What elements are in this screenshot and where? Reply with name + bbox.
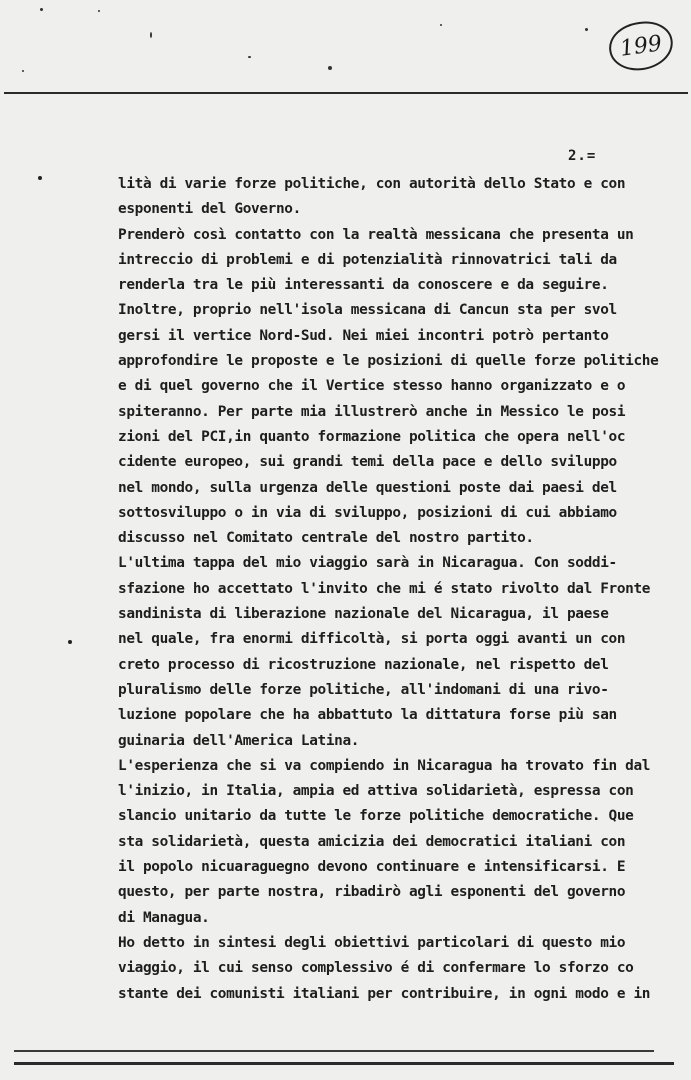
text-line: sottosviluppo o in via di sviluppo, posizioni di cui abbiamo: [118, 504, 617, 521]
scan-speck: [40, 8, 43, 11]
text-line: L'ultima tappa del mio viaggio sarà in Nicaragua. Con soddi-: [118, 555, 617, 572]
text-line: approfondire le proposte e le posizioni di quelle forze politiche: [118, 353, 659, 370]
margin-mark: [68, 640, 72, 644]
text-line: di Managua.: [118, 909, 210, 926]
bottom-rule: [14, 1062, 674, 1065]
text-line: slancio unitario da tutte le forze politiche democratiche. Que: [118, 808, 634, 825]
text-line: Ho detto in sintesi degli obiettivi particolari di questo mio: [118, 934, 626, 951]
text-line: renderla tra le più interessanti da conoscere e da seguire.: [118, 277, 609, 294]
scan-speck: [248, 56, 251, 58]
text-line: pluralismo delle forze politiche, all'indomani di una rivo-: [118, 681, 609, 698]
text-line: l'inizio, in Italia, ampia ed attiva solidarietà, espressa con: [118, 783, 634, 800]
text-line: L'esperienza che si va compiendo in Nicaragua ha trovato fin dal: [118, 757, 651, 774]
text-line: spiteranno. Per parte mia illustrerò anche in Messico le posi: [118, 403, 626, 420]
bottom-rule: [14, 1050, 654, 1052]
text-line: gersi il vertice Nord-Sud. Nei miei incontri potrò pertanto: [118, 327, 609, 344]
page-number: 2.=: [568, 148, 597, 164]
text-line: Prenderò così contatto con la realtà messicana che presenta un: [118, 226, 634, 243]
text-line: sfazione ho accettato l'invito che mi é stato rivolto dal Fronte: [118, 580, 651, 597]
text-line: Inoltre, proprio nell'isola messicana di Cancun sta per svol: [118, 302, 617, 319]
text-line: luzione popolare che ha abbattuto la dittatura forse più san: [118, 707, 617, 724]
scan-speck: [440, 24, 442, 26]
scan-speck: [585, 28, 588, 31]
scan-speck: [328, 66, 332, 70]
stamp-number: 199: [618, 30, 664, 62]
text-line: lità di varie forze politiche, con autorità dello Stato e con: [118, 176, 626, 192]
text-line: zioni del PCI,in quanto formazione politica che opera nell'oc: [118, 428, 626, 445]
scan-speck: [22, 70, 24, 72]
text-line: cidente europeo, sui grandi temi della pace e dello sviluppo: [118, 454, 617, 471]
text-line: stante dei comunisti italiani per contribuire, in ogni modo e in: [118, 985, 651, 1002]
text-line: intreccio di problemi e di potenzialità rinnovatrici tali da: [118, 251, 617, 268]
scan-speck: [98, 10, 100, 12]
text-line: e di quel governo che il Vertice stesso hanno organizzato e o: [118, 378, 626, 395]
text-line: il popolo nicuaraguegno devono continuare e intensificarsi. E: [118, 859, 626, 876]
text-line: creto processo di ricostruzione nazionale, nel rispetto del: [118, 656, 609, 673]
margin-mark: [38, 176, 42, 180]
text-line: nel mondo, sulla urgenza delle questioni poste dai paesi del: [118, 479, 617, 496]
text-line: esponenti del Governo.: [118, 201, 301, 218]
scan-speck: [150, 32, 152, 38]
top-rule: [4, 92, 688, 94]
text-line: discusso nel Comitato centrale del nostro partito.: [118, 530, 534, 547]
body-text: [118, 172, 678, 1007]
text-line: sta solidarietà, questa amicizia dei democratici italiani con: [118, 833, 626, 850]
text-line: nel quale, fra enormi difficoltà, si porta oggi avanti un con: [118, 631, 626, 648]
text-line: viaggio, il cui senso complessivo é di confermare lo sforzo co: [118, 960, 634, 977]
text-line: sandinista di liberazione nazionale del Nicaragua, il paese: [118, 606, 609, 623]
text-line: guinaria dell'America Latina.: [118, 732, 360, 749]
page-stamp: [606, 18, 676, 74]
text-line: questo, per parte nostra, ribadirò agli esponenti del governo: [118, 884, 626, 901]
